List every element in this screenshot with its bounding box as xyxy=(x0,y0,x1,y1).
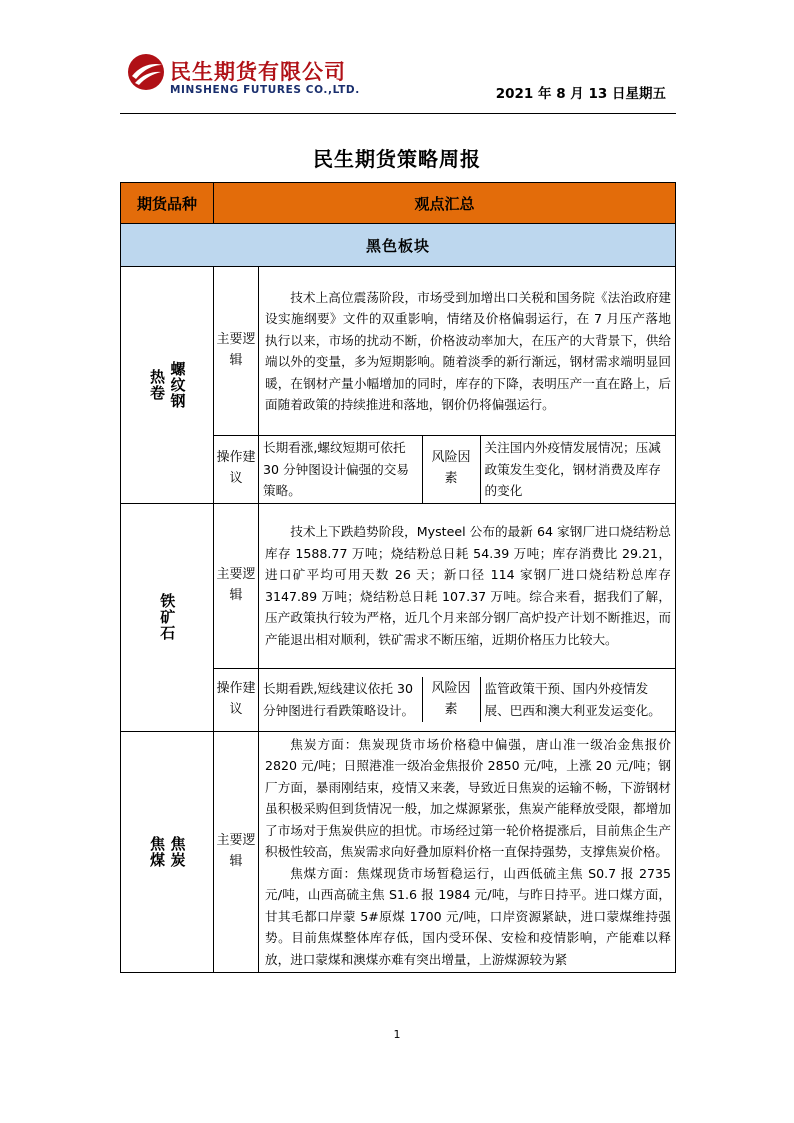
minsheng-logo-icon xyxy=(126,52,166,92)
company-name-en: MINSHENG FUTURES CO.,LTD. xyxy=(170,84,360,96)
section-row xyxy=(121,224,676,267)
col-summary-header: 观点汇总 xyxy=(214,183,676,224)
variety-name-col: 焦炭 xyxy=(168,835,187,868)
logic-label: 主要逻辑 xyxy=(214,503,259,668)
variety-name xyxy=(121,731,214,973)
variety-name-col: 螺纹钢 xyxy=(168,360,187,409)
op-text: 长期看跌,短线建议依托 30 分钟图进行看跌策略设计。 xyxy=(263,681,415,718)
report-title: 民生期货策略周报 xyxy=(313,147,481,171)
col-variety-header: 期货品种 xyxy=(121,183,214,224)
table-header-row xyxy=(121,183,676,224)
risk-label: 风险因素 xyxy=(422,677,480,722)
op-label: 操作建议 xyxy=(214,436,259,504)
logic-text: 技术上下跌趋势阶段，Mysteel 公布的最新 64 家钢厂进口烧结粉总库存 1588.77 万吨；烧结粉总日耗 54.39 万吨；库存消费比 29.21，进口矿平均可用天数 26 天；新口径 114 家钢厂进口烧结粉总库存 3147.89 万吨；烧结粉总日耗 107.37 万吨。综合来看，据我们了解，压产政策执行较为严格，近几个月来部分钢厂高炉投产计划不断推迟，而产能退出相对顺利，铁矿需求不断压缩，近期价格压力比较大。 xyxy=(259,503,676,668)
report-date: 2021 年 8 月 13 日星期五 xyxy=(495,86,666,102)
table-row xyxy=(121,731,676,973)
variety-name xyxy=(121,267,214,504)
variety-name-col: 热卷 xyxy=(148,368,166,401)
variety-name-col: 焦煤 xyxy=(148,835,166,868)
op-label: 操作建议 xyxy=(214,668,259,731)
table-row xyxy=(121,503,676,668)
header-divider xyxy=(120,113,676,114)
section-title: 黑色板块 xyxy=(121,224,676,267)
logic-text: 焦炭方面：焦炭现货市场价格稳中偏强，唐山准一级冶金焦报价 2820 元/吨；日照港准一级冶金焦报价 2850 元/吨，上涨 20 元/吨；钢厂方面，暴雨刚结束，疫情又来袭，导致近日焦炭的运输不畅，下游钢材虽积极采购但到货情况一般，加之煤源紧张，焦炭产能释放受限，都增加了市场对于焦炭供应的担忧。市场经过第一轮价格提涨后，目前焦企生产积极性较高，焦炭需求向好叠加原料价格一直保持强势，支撑焦炭价格。 焦煤方面：焦煤现货市场暂稳运行，山西低硫主焦 S0.7 报 2735 元/吨，山西高硫主焦 S1.6 报 1984 元/吨，与昨日持平。进口煤方面，甘其毛都口岸蒙 5#原煤 1700 元/吨，口岸资源紧缺，进口蒙煤维持强势。目前焦煤整体库存低，国内受环保、安检和疫情影响，产能难以释放，进口蒙煤和澳煤亦难有突出增量，上游煤源较为紧 xyxy=(259,731,676,973)
company-logo xyxy=(126,52,366,104)
op-risk-cell xyxy=(259,436,676,504)
logic-text: 技术上高位震荡阶段，市场受到加增出口关税和国务院《法治政府建设实施纲要》文件的双重影响，情绪及价格偏弱运行，在 7 月压产落地执行以来，市场的扰动不断，价格波动率加大，在压产的大背景下，供给端以外的变量，多为短期影响。随着淡季的新行渐远，钢材需求端明显回暖，在钢材产量小幅增加的同时，库存的下降，表明压产一直在路上，后面随着政策的持续推进和落地，钢价仍将偏强运行。 xyxy=(259,267,676,436)
op-text: 长期看涨,螺纹短期可依托 30 分钟图设计偏强的交易策略。 xyxy=(263,440,409,498)
variety-name xyxy=(121,503,214,731)
variety-name-col: 铁矿石 xyxy=(158,593,177,641)
page-number: 1 xyxy=(393,1028,401,1041)
risk-label: 风险因素 xyxy=(422,436,480,503)
op-risk-cell xyxy=(259,668,676,731)
strategy-table xyxy=(120,182,676,973)
risk-text: 监管政策干预、国内外疫情发展、巴西和澳大利亚发运变化。 xyxy=(480,677,675,722)
risk-text: 关注国内外疫情发展情况；压减政策发生变化，钢材消费及库存的变化 xyxy=(480,436,675,503)
table-row xyxy=(121,267,676,436)
logic-label: 主要逻辑 xyxy=(214,731,259,973)
company-name-cn: 民生期货有限公司 xyxy=(170,60,346,84)
logic-label: 主要逻辑 xyxy=(214,267,259,436)
